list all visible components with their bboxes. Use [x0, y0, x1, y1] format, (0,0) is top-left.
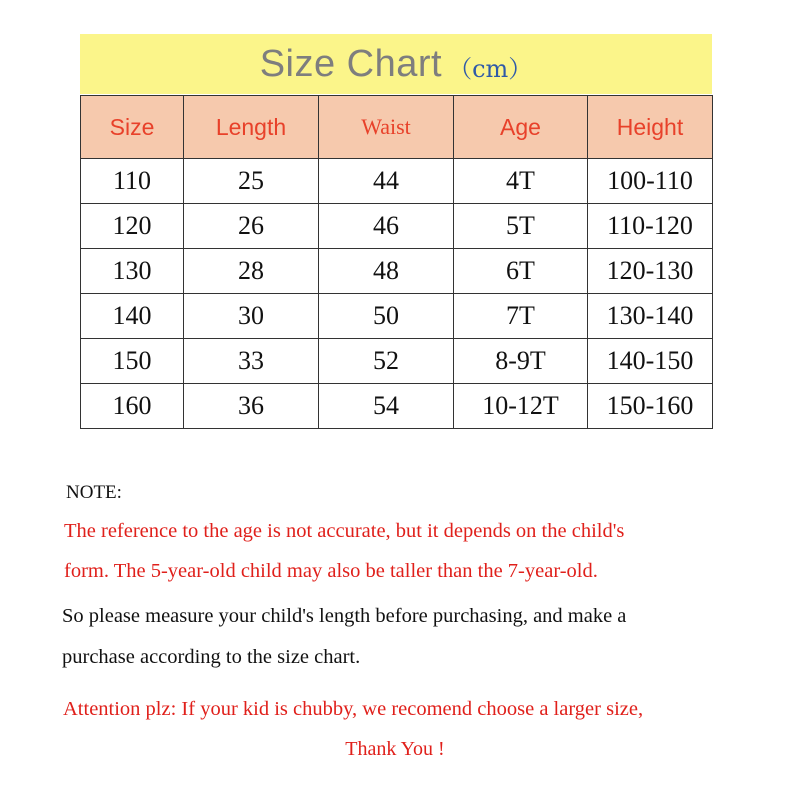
size-table — [80, 95, 713, 429]
cell-length: 36 — [184, 384, 319, 429]
column-header-length: Length — [184, 96, 319, 159]
cell-height: 140-150 — [588, 339, 713, 384]
cell-height: 120-130 — [588, 249, 713, 294]
attention-note: Attention plz: If your kid is chubby, we recomend choose a larger size, — [63, 698, 644, 720]
column-header-height: Height — [588, 96, 713, 159]
cell-age: 8-9T — [454, 339, 588, 384]
cell-waist: 54 — [319, 384, 454, 429]
cell-age: 6T — [454, 249, 588, 294]
cell-waist: 44 — [319, 159, 454, 204]
table-row — [81, 249, 713, 294]
column-header-size: Size — [81, 96, 184, 159]
cell-waist: 48 — [319, 249, 454, 294]
cell-waist: 46 — [319, 204, 454, 249]
table-row — [81, 159, 713, 204]
cell-size: 160 — [81, 384, 184, 429]
cell-size: 140 — [81, 294, 184, 339]
cell-size: 120 — [81, 204, 184, 249]
column-header-waist: Waist — [319, 96, 454, 159]
cell-waist: 52 — [319, 339, 454, 384]
cell-age: 10-12T — [454, 384, 588, 429]
cell-height: 150-160 — [588, 384, 713, 429]
cell-height: 130-140 — [588, 294, 713, 339]
table-row — [81, 339, 713, 384]
age-disclaimer-line-1: The reference to the age is not accurate, but it depends on the child's — [64, 520, 625, 542]
table-row — [81, 384, 713, 429]
cell-length: 25 — [184, 159, 319, 204]
cell-size: 130 — [81, 249, 184, 294]
note-label: NOTE: — [66, 482, 122, 503]
age-disclaimer-line-2: form. The 5-year-old child may also be taller than the 7-year-old. — [64, 560, 598, 582]
cell-length: 33 — [184, 339, 319, 384]
size-chart-title-bar — [80, 34, 712, 94]
cell-size: 110 — [81, 159, 184, 204]
cell-age: 5T — [454, 204, 588, 249]
thank-you-text: Thank You ! — [345, 738, 445, 760]
cell-height: 100-110 — [588, 159, 713, 204]
cell-height: 110-120 — [588, 204, 713, 249]
column-header-age: Age — [454, 96, 588, 159]
table-row — [81, 204, 713, 249]
cell-waist: 50 — [319, 294, 454, 339]
measure-advice-line-2: purchase according to the size chart. — [62, 646, 361, 668]
cell-age: 7T — [454, 294, 588, 339]
measure-advice-line-1: So please measure your child's length before purchasing, and make a — [62, 605, 627, 627]
cell-length: 28 — [184, 249, 319, 294]
cell-length: 30 — [184, 294, 319, 339]
table-row — [81, 294, 713, 339]
cell-age: 4T — [454, 159, 588, 204]
title-unit: （cm） — [448, 54, 533, 83]
table-header-row — [81, 96, 713, 159]
cell-size: 150 — [81, 339, 184, 384]
cell-length: 26 — [184, 204, 319, 249]
page-title: Size Chart — [259, 42, 443, 85]
